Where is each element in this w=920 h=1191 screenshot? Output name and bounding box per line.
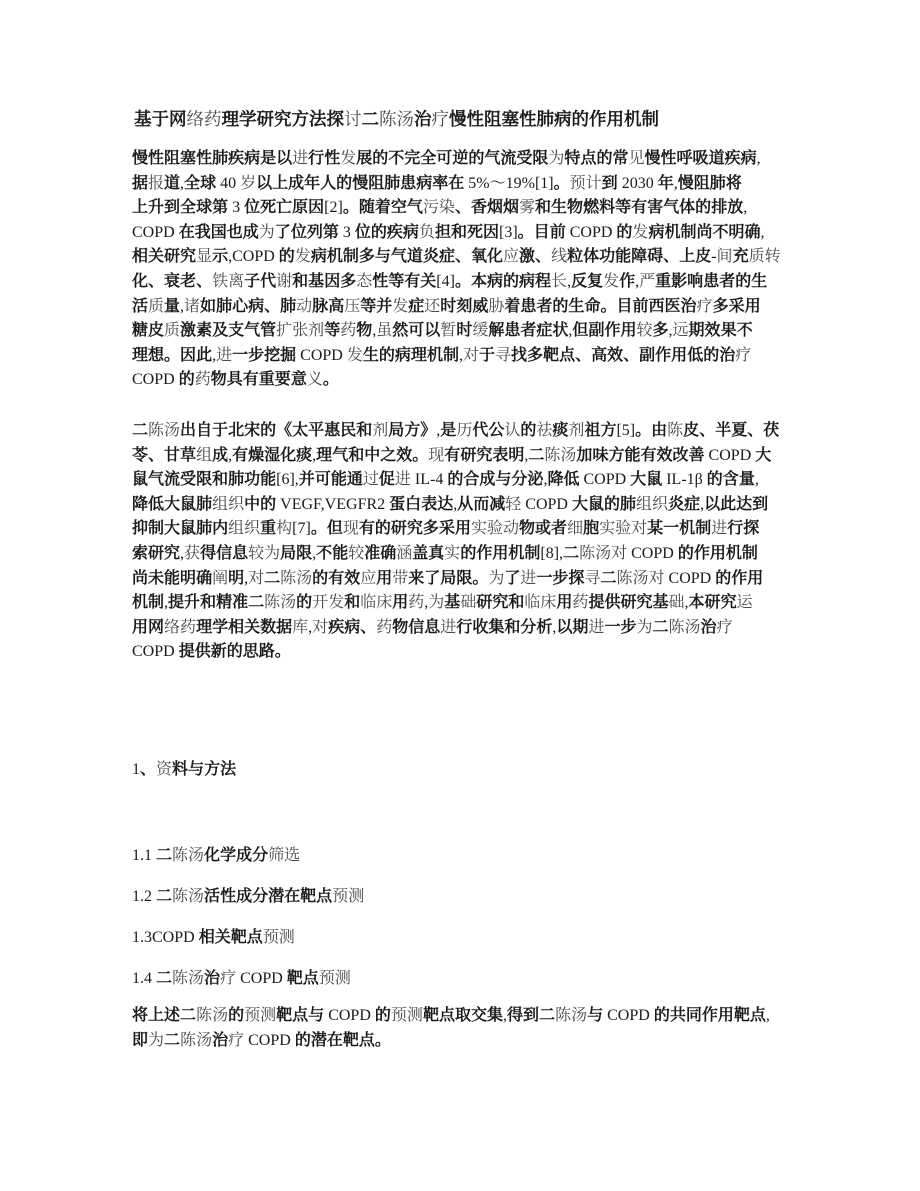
text-line: 二陈汤出自于北宋的《太平惠民和剂局方》,是历代公认的祛痰剂祖方[5]。由陈皮、半夏、茯 — [132, 422, 780, 439]
section-heading-materials-methods: 1、资料与方法 — [132, 761, 237, 778]
text-line: 将上述二陈汤的预测靶点与 COPD 的预测靶点取交集,得到二陈汤与 COPD 的共同作用靶点, — [132, 1007, 770, 1024]
text-line: 降低大鼠肺组织中的 VEGF,VEGFR2 蛋白表达,从而减轻 COPD 大鼠的肺组织炎症,以此达到 — [132, 495, 769, 513]
text-line: 机制,提升和精准二陈汤的开发和临床用药,为基础研究和临床用药提供研究基础,本研究运 — [132, 594, 753, 612]
subsection-heading-1-1: 1.1 二陈汤化学成分筛选 — [132, 847, 301, 864]
document-title: 基于网络药理学研究方法探讨二陈汤治疗慢性阻塞性肺病的作用机制 — [134, 109, 659, 129]
text-line: 上升到全球第 3 位死亡原因[2]。随着空气污染、香烟烟雾和生物燃料等有害气体的排放, — [132, 199, 748, 217]
text-line: 相关研究显示,COPD 的发病机制多与气道炎症、氧化应激、线粒体功能障碍、上皮-间充质转 — [132, 248, 781, 266]
text-line: 尚未能明确阐明,对二陈汤的有效应用带来了局限。为了进一步探寻二陈汤对 COPD 的作用 — [132, 569, 764, 587]
text-line: 即为二陈汤治疗 COPD 的潜在靶点。 — [132, 1031, 391, 1049]
text-line: 慢性阻塞性肺疾病是以进行性发展的不完全可逆的气流受限为特点的常见慢性呼吸道疾病, — [132, 150, 761, 167]
text-line: 活质量,诸如肺心病、肺动脉高压等并发症还时刻威胁着患者的生命。目前西医治疗多采用 — [132, 297, 761, 315]
text-line: 苓、甘草组成,有燥湿化痰,理气和中之效。现有研究表明,二陈汤加味方能有效改善 COPD 大 — [132, 446, 772, 464]
paragraph-erchentang-background — [132, 419, 802, 665]
paragraph-target-intersection — [132, 1004, 802, 1053]
text-line: COPD 的药物具有重要意义。 — [132, 371, 339, 389]
text-line: 用网络药理学相关数据库,对疾病、药物信息进行收集和分析,以期进一步为二陈汤治疗 — [132, 618, 733, 636]
subsection-heading-1-2: 1.2 二陈汤活性成分潜在靶点预测 — [132, 888, 365, 905]
subsection-heading-1-3: 1.3COPD 相关靶点预测 — [132, 929, 295, 946]
text-line: 化、衰老、铁离子代谢和基因多态性等有关[4]。本病的病程长,反复发作,严重影响患者的生 — [132, 272, 768, 290]
text-line: 糖皮质激素及支气管扩张剂等药物,虽然可以暂时缓解患者症状,但副作用较多,远期效果不 — [132, 322, 753, 340]
paragraph-intro-copd — [132, 147, 802, 393]
text-line: 理想。因此,进一步挖掘 COPD 发生的病理机制,对于寻找多靶点、高效、副作用低的治疗 — [132, 346, 752, 364]
subsection-heading-1-4: 1.4 二陈汤治疗 COPD 靶点预测 — [132, 970, 351, 987]
text-line: COPD 在我国也成为了位列第 3 位的疾病负担和死因[3]。目前 COPD 的发病机制尚不明确, — [132, 223, 765, 241]
text-line: 据报道,全球 40 岁以上成年人的慢阻肺患病率在 5%～19%[1]。预计到 2030 年,慢阻肺将 — [132, 174, 742, 192]
text-line: 抑制大鼠肺内组织重构[7]。但现有的研究多采用实验动物或者细胞实验对某一机制进行探 — [132, 520, 760, 538]
text-line: 鼠气流受限和肺功能[6],并可能通过促进 IL-4 的合成与分泌,降低 COPD 大鼠 IL-1β 的含量, — [132, 471, 759, 489]
text-line: 索研究,获得信息较为局限,不能较准确涵盖真实的作用机制[8],二陈汤对 COPD 的作用机制 — [132, 544, 758, 562]
text-line: COPD 提供新的思路。 — [132, 643, 291, 661]
